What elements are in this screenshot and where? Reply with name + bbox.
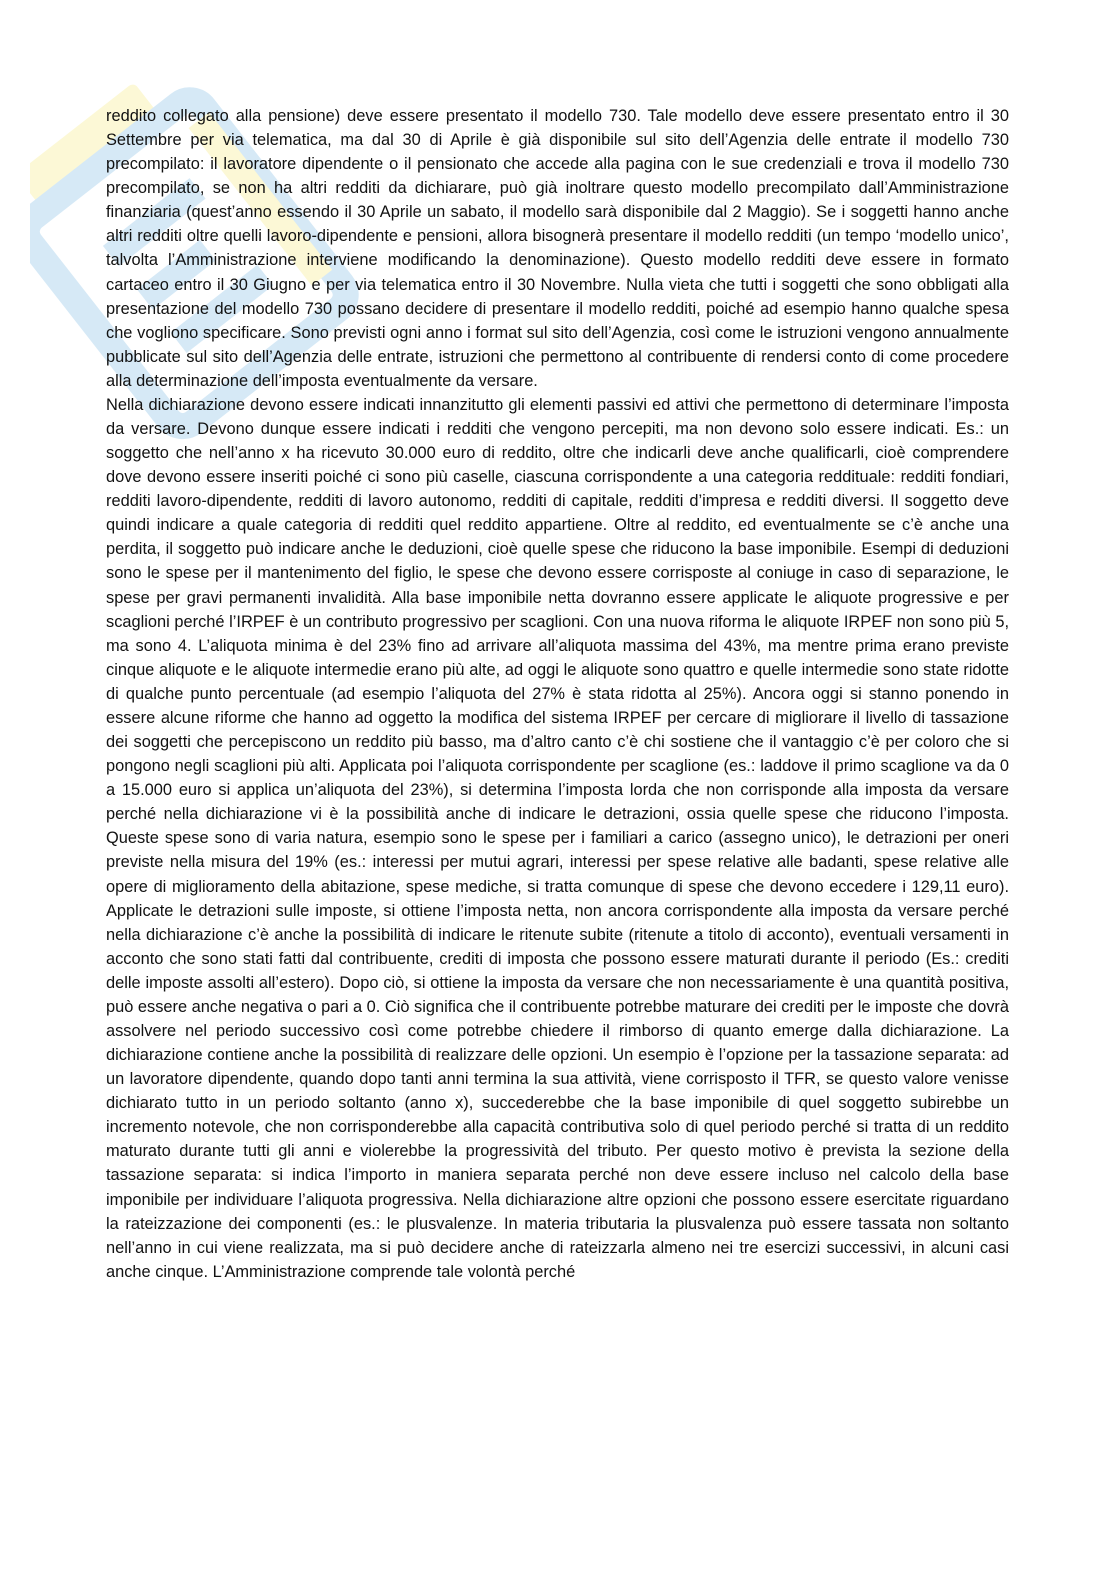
document-body xyxy=(106,104,1009,1284)
paragraph-1: reddito collegato alla pensione) deve essere presentato il modello 730. Tale modello deve essere presentato entro il 30 Settembre per via telematica, ma dal 30 di Aprile è già disponibile sul sito dell’Agenzia delle entrate il modello 730 precompilato: il lavoratore dipendente o il pensionato che accede alla pagina con le sue credenziali e trova il modello 730 precompilato, se non ha altri redditi da dichiarare, può già inoltrare questo modello precompilato dall’Amministrazione finanziaria (quest’anno essendo il 30 Aprile un sabato, il modello sarà disponibile dal 2 Maggio). Se i soggetti hanno anche altri redditi oltre quelli lavoro-dipendente e pensioni, allora bisognerà presentare il modello redditi (un tempo ‘modello unico’, talvolta l’Amministrazione interviene modificando la denominazione). Questo modello redditi deve essere in formato cartaceo entro il 30 Giugno e per via telematica entro il 30 Novembre. Nulla vieta che tutti i soggetti che sono obbligati alla presentazione del modello 730 possano decidere di presentare il modello redditi, poiché ad esempio hanno qualche spesa che vogliono specificare. Sono previsti ogni anno i format sul sito dell’Agenzia, così come le istruzioni vengono annualmente pubblicate sul sito dell’Agenzia delle entrate, istruzioni che permettono al contribuente di rendersi conto di come procedere alla determinazione dell’imposta eventualmente da versare. xyxy=(106,107,1009,390)
paragraph-2: Nella dichiarazione devono essere indicati innanzitutto gli elementi passivi ed attivi che permettono di determinare l’imposta da versare. Devono dunque essere indicati i redditi che vengono percepiti, ma non devono solo essere indicati. Es.: un soggetto che nell’anno x ha ricevuto 30.000 euro di reddito, oltre che indicarli deve anche qualificarli, cioè comprendere dove devono essere inseriti poiché ci sono più caselle, ciascuna corrispondente a una categoria reddituale: redditi fondiari, redditi lavoro-dipendente, redditi di lavoro autonomo, redditi di capitale, redditi d’impresa e redditi diversi. Il soggetto deve quindi indicare a quale categoria di redditi quel reddito appartiene. Oltre al reddito, ed eventualmente se c’è anche una perdita, il soggetto può indicare anche le deduzioni, cioè quelle spese che riducono la base imponibile. Esempi di deduzioni sono le spese per il mantenimento del figlio, le spese che devono essere corrisposte al coniuge in caso di separazione, le spese per gravi permanenti invalidità. Alla base imponibile netta dovranno essere applicate le aliquote progressive e per scaglioni perché l’IRPEF è un contributo progressivo per scaglioni. Con una nuova riforma le aliquote IRPEF non sono più 5, ma sono 4. L’aliquota minima è del 23% fino ad arrivare all’aliquota massima del 43%, ma mentre prima erano previste cinque aliquote e le aliquote intermedie erano più alte, ad oggi le aliquote sono quattro e quelle intermedie sono state ridotte di qualche punto percentuale (ad esempio l’aliquota del 27% è stata ridotta al 25%). Ancora oggi si stanno ponendo in essere alcune riforme che hanno ad oggetto la modifica del sistema IRPEF per cercare di migliorare il livello di tassazione dei soggetti che percepiscono un reddito più basso, ma d’altro canto c’è chi sostiene che il vantaggio c’è per coloro che si pongono negli scaglioni più alti. Applicata poi l’aliquota corrispondente per scaglione (es.: laddove il primo scaglione va da 0 a 15.000 euro si applica un’aliquota del 23%), si determina l’imposta lorda che non corrisponde alla imposta da versare perché nella dichiarazione vi è la possibilità anche di indicare le detrazioni, ossia quelle spese che riducono l’imposta. Queste spese sono di varia natura, esempio sono le spese per i familiari a carico (assegno unico), le detrazioni per oneri previste nella misura del 19% (es.: interessi per mutui agrari, interessi per spese relative alle badanti, spese relative alle opere di miglioramento della abitazione, spese mediche, si tratta comunque di spese che devono eccedere i 129,11 euro). Applicate le detrazioni sulle imposte, si ottiene l’imposta netta, non ancora corrispondente alla imposta da versare perché nella dichiarazione c’è anche la possibilità di indicare le ritenute subite (ritenute a titolo di acconto), eventuali versamenti in acconto che sono stati fatti dal contribuente, crediti di imposta che possono essere maturati durante il periodo (Es.: crediti delle imposte assolti all’estero). Dopo ciò, si ottiene la imposta da versare che non necessariamente è una quantità positiva, può essere anche negativa o pari a 0. Ciò significa che il contribuente potrebbe maturare dei crediti per le imposte che dovrà assolvere nel periodo successivo così come potrebbe chiedere il rimborso di quanto emerge dalla dichiarazione. La dichiarazione contiene anche la possibilità di realizzare delle opzioni. Un esempio è l’opzione per la tassazione separata: ad un lavoratore dipendente, quando dopo tanti anni termina la sua attività, viene corrisposto il TFR, se questo valore venisse dichiarato tutto in un periodo soltanto (anno x), succederebbe che la base imponibile di quel soggetto subirebbe un incremento notevole, che non corrisponderebbe alla capacità contributiva solo di quel periodo perché si tratta di un reddito maturato durante tutti gli anni e violerebbe la progressività del tributo. Per questo motivo è prevista la sezione della tassazione separata: si indica l’importo in maniera separata perché non deve essere incluso nel calcolo della base imponibile per individuare l’aliquota progressiva. Nella dichiarazione altre opzioni che possono essere esercitate riguardano la rateizzazione dei componenti (es.: le plusvalenze. In materia tributaria la plusvalenza può essere tassata non soltanto nell’anno in cui viene realizzata, ma si può decidere anche di rateizzarla almeno nei tre esercizi successivi, in alcuni casi anche cinque. L’Amministrazione comprende tale volontà perché xyxy=(106,395,1009,1281)
